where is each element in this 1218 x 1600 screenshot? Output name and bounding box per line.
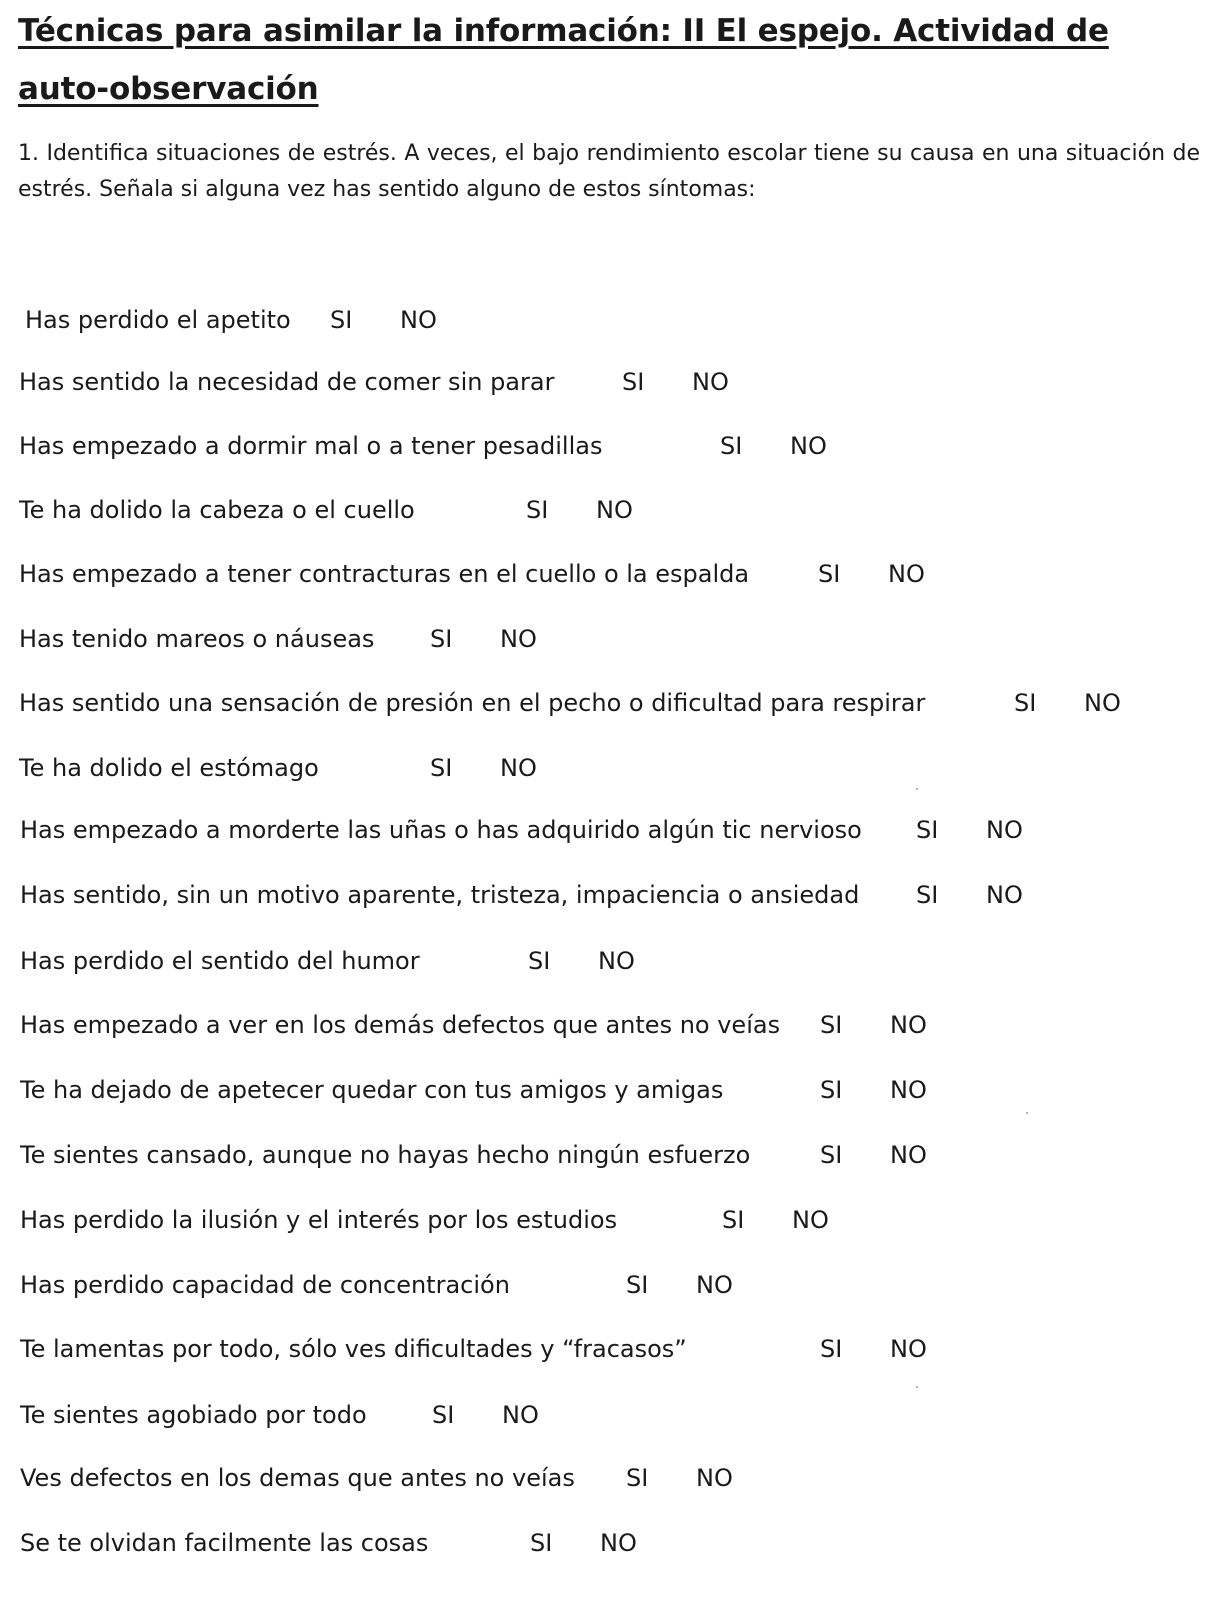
question-text: Se te olvidan facilmente las cosas <box>20 1529 429 1557</box>
question-text: Has perdido capacidad de concentración <box>20 1271 510 1299</box>
question-text: Has sentido, sin un motivo aparente, tristeza, impaciencia o ansiedad <box>20 881 860 909</box>
question-text: Te sientes cansado, aunque no hayas hecho ningún esfuerzo <box>20 1141 751 1169</box>
answer-no-option[interactable]: NO <box>986 881 1023 909</box>
answer-no-option[interactable]: NO <box>500 625 537 653</box>
answer-no-option[interactable]: NO <box>600 1529 637 1557</box>
answer-si-option[interactable]: SI <box>526 496 549 524</box>
answer-si-option[interactable]: SI <box>820 1335 843 1363</box>
answer-si-option[interactable]: SI <box>622 368 645 396</box>
question-text: Has perdido el sentido del humor <box>20 947 420 975</box>
answer-si-option[interactable]: SI <box>330 306 353 334</box>
answer-si-option[interactable]: SI <box>820 1011 843 1039</box>
question-text: Te ha dejado de apetecer quedar con tus amigos y amigas <box>20 1076 724 1104</box>
answer-si-option[interactable]: SI <box>530 1529 553 1557</box>
answer-no-option[interactable]: NO <box>500 754 537 782</box>
answer-no-option[interactable]: NO <box>1084 689 1121 717</box>
answer-no-option[interactable]: NO <box>696 1271 733 1299</box>
answer-no-option[interactable]: NO <box>890 1141 927 1169</box>
answer-no-option[interactable]: NO <box>790 432 827 460</box>
scan-speck <box>916 1386 918 1388</box>
answer-si-option[interactable]: SI <box>720 432 743 460</box>
question-text: Has sentido una sensación de presión en el pecho o dificultad para respirar <box>19 689 926 717</box>
question-text: Ves defectos en los demas que antes no veías <box>20 1464 575 1492</box>
instructions-paragraph: 1. Identifica situaciones de estrés. A veces, el bajo rendimiento escolar tiene su causa en una situación de estrés. Señala si alguna vez has sentido alguno de estos síntomas: <box>18 141 1200 202</box>
question-text: Has empezado a tener contracturas en el cuello o la espalda <box>19 560 750 588</box>
question-text: Has empezado a morderte las uñas o has adquirido algún tic nervioso <box>20 816 862 844</box>
answer-no-option[interactable]: NO <box>888 560 925 588</box>
question-text: Te lamentas por todo, sólo ves dificultades y “fracasos” <box>20 1335 687 1363</box>
worksheet-title: Técnicas para asimilar la información: II El espejo. Actividad de auto-observación <box>18 13 1109 107</box>
answer-no-option[interactable]: NO <box>890 1076 927 1104</box>
question-text: Has sentido la necesidad de comer sin parar <box>19 368 555 396</box>
answer-no-option[interactable]: NO <box>890 1011 927 1039</box>
answer-no-option[interactable]: NO <box>502 1401 539 1429</box>
answer-si-option[interactable]: SI <box>820 1141 843 1169</box>
answer-no-option[interactable]: NO <box>986 816 1023 844</box>
question-text: Te sientes agobiado por todo <box>20 1401 367 1429</box>
answer-si-option[interactable]: SI <box>430 625 453 653</box>
answer-no-option[interactable]: NO <box>598 947 635 975</box>
question-text: Has empezado a ver en los demás defectos que antes no veías <box>20 1011 781 1039</box>
answer-no-option[interactable]: NO <box>596 496 633 524</box>
answer-si-option[interactable]: SI <box>626 1464 649 1492</box>
answer-si-option[interactable]: SI <box>1014 689 1037 717</box>
scan-speck <box>1026 1112 1028 1114</box>
question-text: Has perdido el apetito <box>25 306 291 334</box>
answer-no-option[interactable]: NO <box>792 1206 829 1234</box>
answer-si-option[interactable]: SI <box>916 881 939 909</box>
answer-si-option[interactable]: SI <box>722 1206 745 1234</box>
scan-speck <box>916 788 918 790</box>
answer-si-option[interactable]: SI <box>430 754 453 782</box>
answer-no-option[interactable]: NO <box>696 1464 733 1492</box>
answer-no-option[interactable]: NO <box>400 306 437 334</box>
question-text: Te ha dolido el estómago <box>19 754 319 782</box>
question-text: Has empezado a dormir mal o a tener pesadillas <box>19 432 603 460</box>
answer-no-option[interactable]: NO <box>890 1335 927 1363</box>
answer-si-option[interactable]: SI <box>626 1271 649 1299</box>
answer-si-option[interactable]: SI <box>818 560 841 588</box>
answer-si-option[interactable]: SI <box>820 1076 843 1104</box>
answer-no-option[interactable]: NO <box>692 368 729 396</box>
question-text: Te ha dolido la cabeza o el cuello <box>19 496 415 524</box>
answer-si-option[interactable]: SI <box>432 1401 455 1429</box>
answer-si-option[interactable]: SI <box>916 816 939 844</box>
answer-si-option[interactable]: SI <box>528 947 551 975</box>
question-text: Has perdido la ilusión y el interés por los estudios <box>20 1206 618 1234</box>
question-text: Has tenido mareos o náuseas <box>19 625 375 653</box>
